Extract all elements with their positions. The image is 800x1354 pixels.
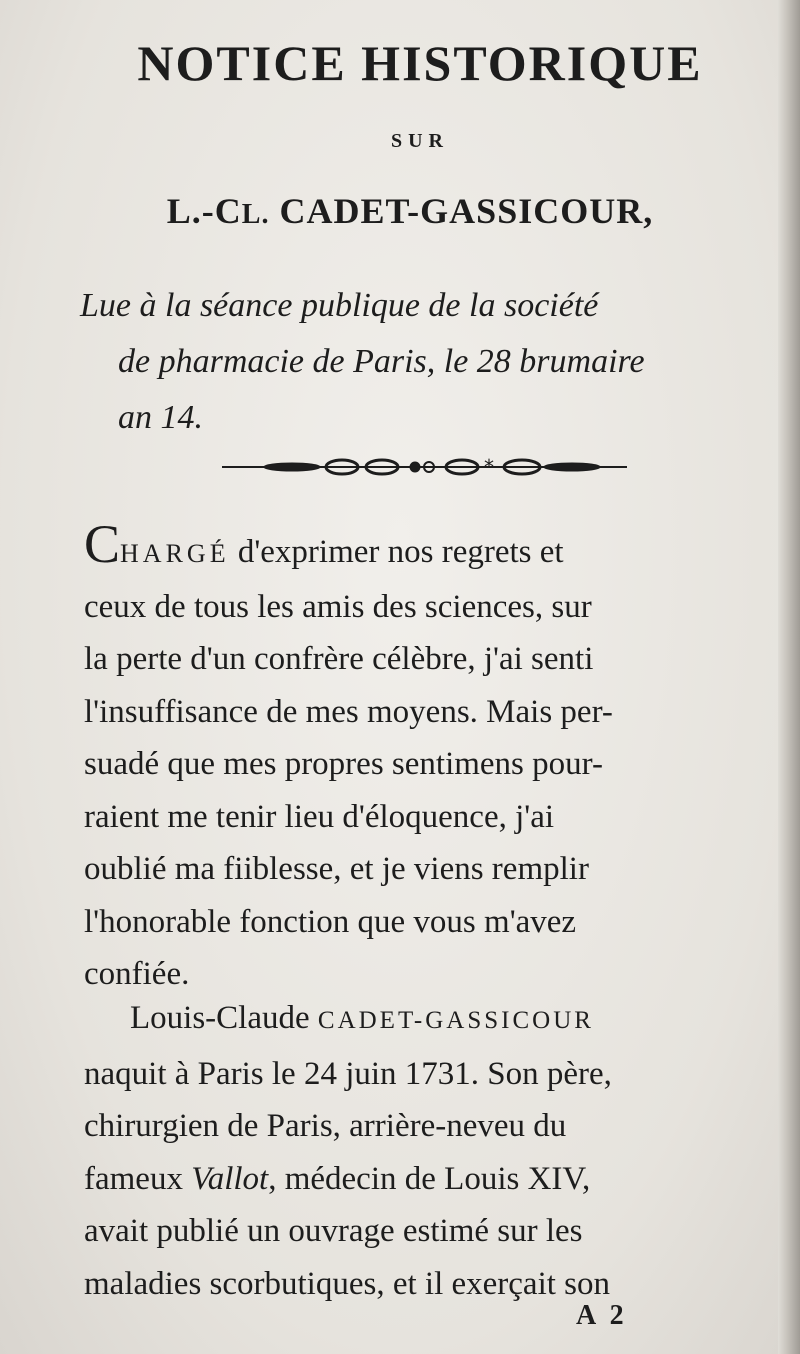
subject-name xyxy=(0,190,800,232)
paragraph-1-line-4: l'insuffisance de mes moyens. Mais per- xyxy=(84,693,613,730)
reading-note xyxy=(80,278,770,446)
italic-name: Vallot xyxy=(191,1160,269,1197)
paragraph-1-line-7: oublié ma fiiblesse, et je viens remplir xyxy=(84,851,589,887)
paragraph-2-line-2: naquit à Paris le 24 juin 1731. Son père, xyxy=(84,1055,612,1092)
paragraph-1-line-6: raient me tenir lieu d'éloquence, j'ai xyxy=(84,798,555,835)
subject-initials-small: L. xyxy=(241,199,270,230)
drop-cap: C xyxy=(84,514,121,574)
paragraph-1-line-8: l'honorable fonction que vous m'avez xyxy=(84,903,577,940)
svg-text:*: * xyxy=(484,455,494,479)
printer-signature: A 2 xyxy=(576,1300,628,1331)
paragraph-2-line-6: maladies scorbutiques, et il exerçait son xyxy=(84,1265,611,1302)
paragraph-2-line-4: fameux Vallot, médecin de Louis XIV, xyxy=(84,1160,591,1197)
ornament-divider xyxy=(222,452,627,482)
paragraph-1-line-3: la perte d'un confrère célèbre, j'ai senti xyxy=(84,641,594,677)
reading-note-line-2: de pharmacie de Paris, le 28 brumaire xyxy=(118,343,645,380)
paragraph-1 xyxy=(84,514,779,1001)
reading-note-line-3: an 14. xyxy=(118,399,203,436)
reading-note-line-1: Lue à la séance publique de la société xyxy=(80,287,599,324)
paragraph-2 xyxy=(84,992,779,1310)
paragraph-1-line-9: confiée. xyxy=(84,956,190,992)
paragraph-1-line-1: CHARGÉ d'exprimer nos regrets et xyxy=(84,514,564,574)
title-connector: SUR xyxy=(390,130,449,152)
opening-small-caps: HARGÉ xyxy=(120,539,230,568)
paragraph-1-line-5: suadé que mes propres sentimens pour- xyxy=(84,746,603,782)
subject-initials: L.-C xyxy=(166,191,242,231)
king-name: Louis XIV, xyxy=(444,1160,591,1197)
subject-surname: CADET-GASSICOUR, xyxy=(269,191,654,231)
paragraph-2-line-5: avait publié un ouvrage estimé sur les xyxy=(84,1213,583,1249)
paragraph-2-line-3: chirurgien de Paris, arrière-neveu du xyxy=(84,1108,567,1144)
person-name: CADET-GASSICOUR xyxy=(317,1007,594,1034)
page-title: NOTICE HISTORIQUE xyxy=(137,35,703,91)
paragraph-1-line-2: ceux de tous les amis des sciences, sur xyxy=(84,588,592,625)
paragraph-2-line-1: Louis-Claude CADET-GASSICOUR xyxy=(130,1000,594,1036)
